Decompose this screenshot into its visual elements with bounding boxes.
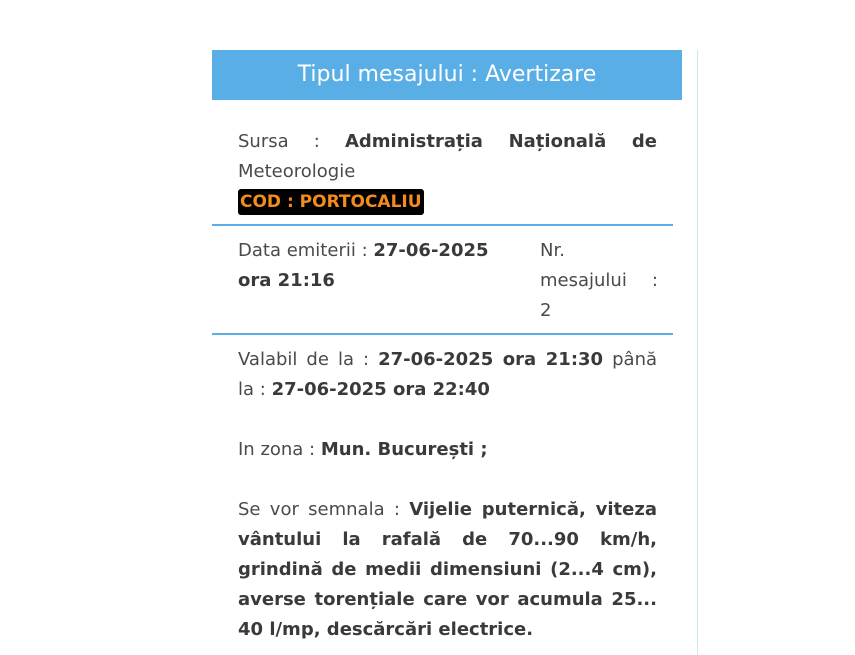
message-number-value: 2 [540, 300, 552, 321]
warning-card [212, 50, 682, 655]
phenomena-value-line-1: Vijelie puternică, viteza [409, 499, 657, 520]
validity-from-label: Valabil de la : [238, 349, 370, 370]
issue-section [238, 236, 657, 326]
source-value-line-2: Meteorologie [238, 161, 356, 182]
section-divider [212, 333, 673, 335]
issue-time-line [238, 266, 516, 296]
validity-until-word: până [612, 349, 658, 370]
issue-time-value: ora 21:16 [238, 270, 335, 291]
phenomena-label: Se vor semnala : [238, 499, 400, 520]
source-label: Sursa [238, 131, 289, 152]
issue-date-line [238, 236, 516, 266]
validity-to-value: 27-06-2025 ora 22:40 [271, 379, 490, 400]
phenomena-line-1 [238, 495, 657, 525]
phenomena-block [238, 495, 657, 645]
source-value-line-1: Administrația Națională de [344, 131, 657, 152]
zone-label: In zona : [238, 439, 316, 460]
issue-date-column [238, 236, 516, 296]
right-border-line [697, 50, 698, 655]
phenomena-value-line-5: 40 l/mp, descărcări electrice. [238, 619, 534, 640]
phenomena-value-line-2: vântului la rafală de 70...90 km/h, [238, 529, 657, 550]
phenomena-value-line-3: grindină de medii dimensiuni (2...4 cm), [238, 559, 657, 580]
issue-date-value: 27-06-2025 [373, 240, 489, 261]
message-number-column [540, 236, 658, 326]
message-number-label-1: Nr. [540, 240, 565, 261]
code-badge: COD : PORTOCALIU [238, 189, 424, 215]
message-number-label-2: mesajului [540, 270, 627, 291]
source-separator: : [313, 131, 320, 152]
code-row [238, 187, 657, 217]
message-number-label-line [540, 266, 658, 296]
zone-line [238, 435, 657, 465]
validity-line-2 [238, 375, 657, 405]
details-section [238, 345, 657, 645]
source-line-2 [238, 157, 657, 187]
validity-line-1 [238, 345, 657, 375]
zone-value: Mun. București ; [320, 439, 488, 460]
phenomena-value-line-4: averse torențiale care vor acumula 25... [238, 589, 657, 610]
message-number-separator: : [651, 270, 658, 291]
section-divider [212, 224, 673, 226]
issue-date-label: Data emiterii : [238, 240, 368, 261]
validity-to-label: la : [238, 379, 266, 400]
message-type-header: Tipul mesajului : Avertizare [212, 50, 682, 100]
validity-from-value: 27-06-2025 ora 21:30 [378, 349, 604, 370]
source-section [238, 127, 657, 217]
source-line-1 [238, 127, 657, 157]
